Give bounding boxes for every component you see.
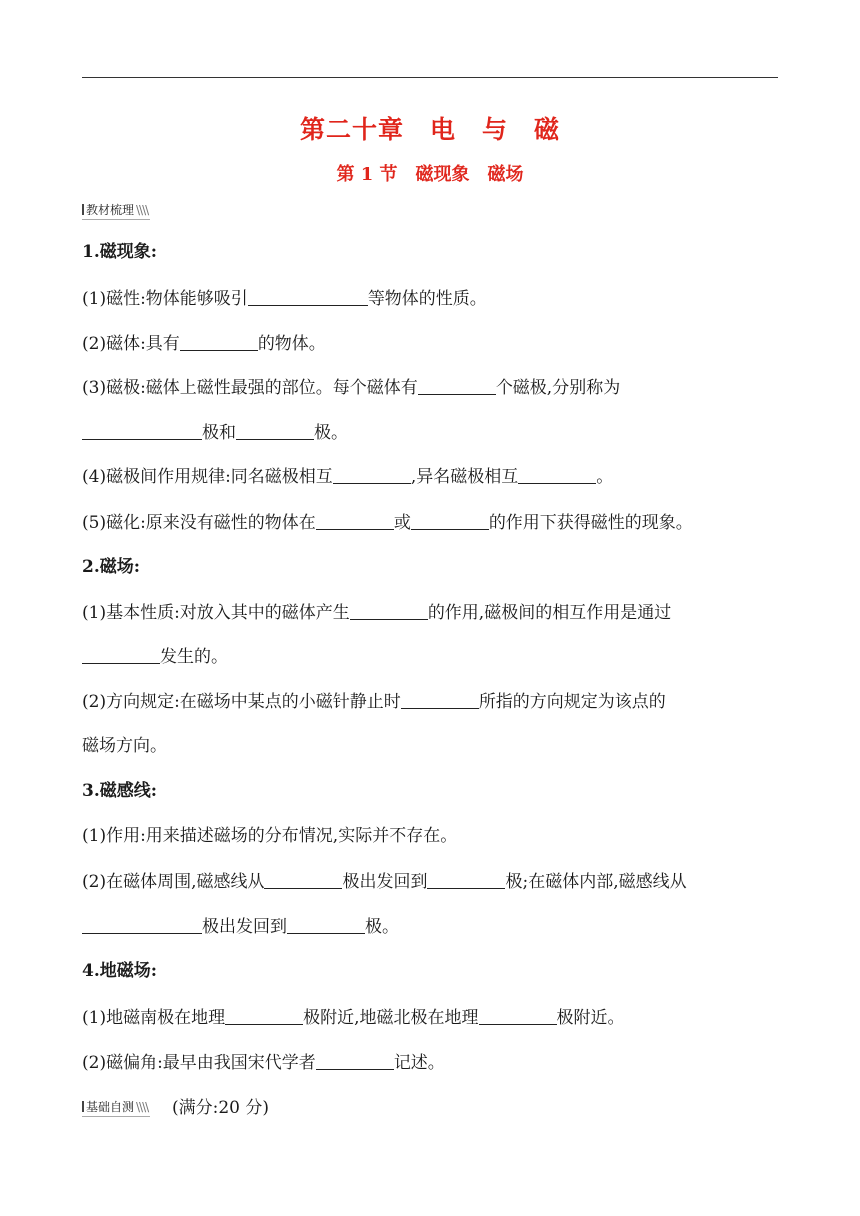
line-text: (1)作用:用来描述磁场的分布情况,实际并不存在。	[82, 826, 458, 846]
question-line	[82, 915, 399, 938]
line-text: 记述。	[393, 1053, 445, 1073]
line-text: 的物体。	[257, 334, 326, 354]
line-text: 或	[393, 513, 411, 533]
fill-blank	[316, 511, 394, 530]
line-text: 的作用下获得磁性的现象。	[488, 513, 693, 533]
line-text: 的作用,磁极间的相互作用是通过	[427, 603, 672, 623]
tag-review	[82, 202, 150, 220]
top-rule	[82, 77, 778, 78]
line-text: (2)在磁体周围,磁感线从	[82, 872, 265, 892]
line-text: (5)磁化:原来没有磁性的物体在	[82, 513, 316, 533]
fill-blank	[82, 421, 202, 440]
question-line	[82, 601, 671, 624]
line-text: 极附近。	[556, 1008, 625, 1028]
tag-review-label: 教材梳理	[86, 203, 135, 217]
fill-blank	[82, 645, 160, 664]
tag-bar-icon	[82, 1101, 84, 1112]
section-heading: 4.地磁场:	[82, 961, 158, 981]
line-text: 极附近,地磁北极在地理	[303, 1008, 479, 1028]
line-text: (4)磁极间作用规律:同名磁极相互	[82, 467, 333, 487]
hatch-icon: \\\\	[136, 203, 149, 217]
line-text: (1)磁性:物体能够吸引	[82, 289, 248, 309]
question-line	[82, 287, 487, 310]
section-heading: 2.磁场:	[82, 557, 141, 577]
line-text: ,异名磁极相互	[410, 467, 519, 487]
question-line	[82, 825, 457, 847]
question-line	[82, 332, 326, 355]
fill-blank	[180, 332, 258, 351]
fill-blank	[264, 870, 342, 889]
line-text: 极和	[202, 423, 236, 443]
fill-blank	[236, 421, 314, 440]
tag-test-label: 基础自测	[86, 1100, 135, 1114]
line-text: (3)磁极:磁体上磁性最强的部位。每个磁体有	[82, 378, 418, 398]
line-text: 极。	[365, 917, 399, 937]
fill-blank	[411, 511, 489, 530]
question-line	[82, 645, 228, 668]
line-text: 极出发回到	[202, 917, 287, 937]
fill-blank	[401, 690, 479, 709]
fill-blank	[518, 465, 596, 484]
line-text: 等物体的性质。	[367, 289, 487, 309]
line-text: (2)方向规定:在磁场中某点的小磁针静止时	[82, 692, 401, 712]
fill-blank	[82, 915, 202, 934]
question-line	[82, 1051, 445, 1074]
section-heading: 3.磁感线:	[82, 781, 158, 801]
line-text: (1)地磁南极在地理	[82, 1008, 226, 1028]
fill-blank	[225, 1006, 303, 1025]
section-title: 第 1 节 磁现象 磁场	[336, 164, 524, 185]
tag-test	[82, 1099, 150, 1117]
question-line	[82, 511, 693, 534]
line-text: 极;在磁体内部,磁感线从	[505, 872, 687, 892]
question-line	[82, 421, 348, 444]
fill-blank	[479, 1006, 557, 1025]
line-text: 磁场方向。	[82, 736, 167, 756]
question-line	[82, 690, 666, 713]
section-heading: 1.磁现象:	[82, 242, 158, 262]
test-score-note: (满分:20 分)	[172, 1098, 270, 1118]
question-line	[82, 735, 167, 757]
question-line	[82, 376, 620, 399]
line-text: 。	[596, 467, 614, 487]
fill-blank	[333, 465, 411, 484]
line-text: 所指的方向规定为该点的	[478, 692, 666, 712]
fill-blank	[287, 915, 365, 934]
line-text: (2)磁偏角:最早由我国宋代学者	[82, 1053, 316, 1073]
line-text: (1)基本性质:对放入其中的磁体产生	[82, 603, 350, 623]
question-line	[82, 465, 613, 488]
hatch-icon: \\\\	[136, 1100, 149, 1114]
fill-blank	[316, 1051, 394, 1070]
question-line	[82, 870, 687, 893]
chapter-title: 第二十章 电 与 磁	[299, 115, 560, 144]
tag-bar-icon	[82, 204, 84, 215]
line-text: 极出发回到	[342, 872, 428, 892]
fill-blank	[248, 287, 368, 306]
fill-blank	[418, 376, 496, 395]
fill-blank	[427, 870, 505, 889]
line-text: 发生的。	[160, 647, 228, 667]
question-line	[82, 1006, 625, 1029]
line-text: 极。	[314, 423, 348, 443]
fill-blank	[350, 601, 428, 620]
line-text: 个磁极,分别称为	[495, 378, 621, 398]
line-text: (2)磁体:具有	[82, 334, 180, 354]
